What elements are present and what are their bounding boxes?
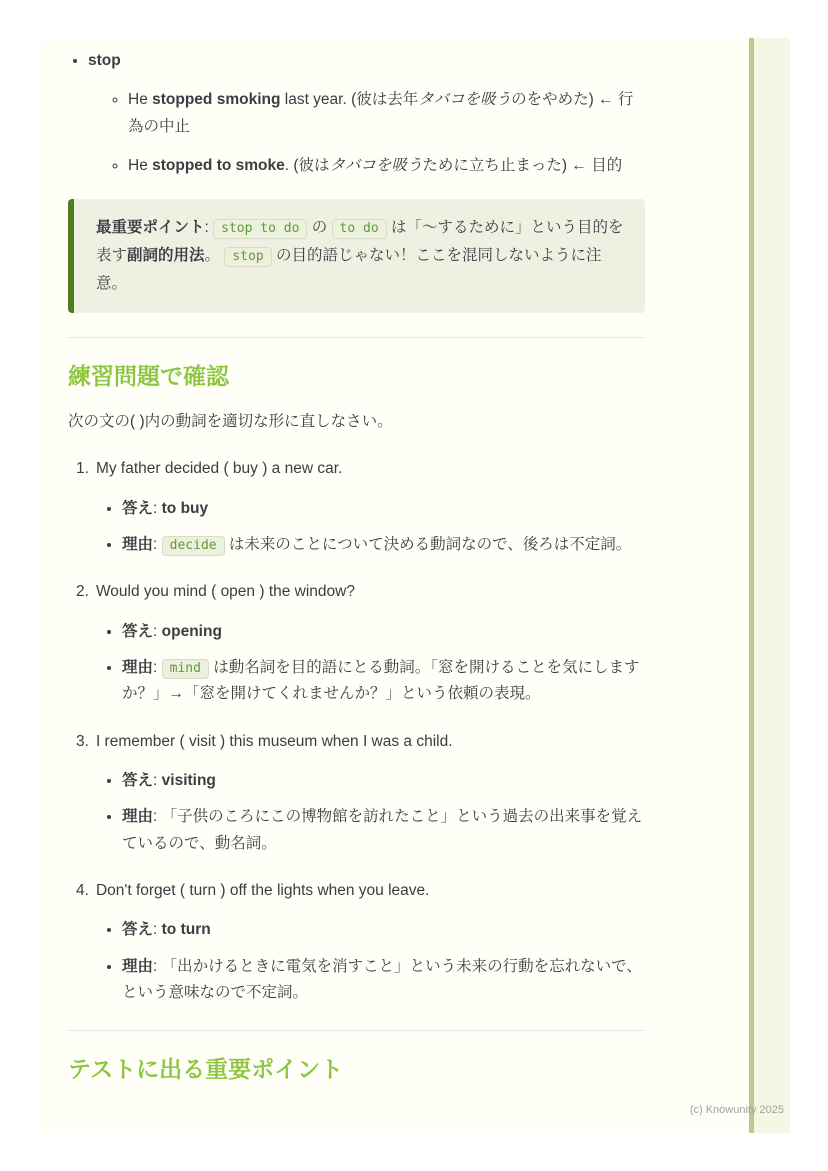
example-item-2 <box>128 153 645 179</box>
question-sentence: Would you mind ( open ) the window? <box>95 583 355 601</box>
question-number: 1. <box>76 460 89 478</box>
question-sentence: My father decided ( buy ) a new car. <box>95 460 343 478</box>
example-jp: (彼は去年 <box>351 91 419 109</box>
callout-label: 最重要ポイント <box>96 219 205 237</box>
reason-label: 理由 <box>122 659 154 676</box>
label-colon: : <box>153 499 162 517</box>
example-text: He <box>128 91 153 109</box>
example-text: last year. <box>280 91 352 109</box>
answer-line <box>122 768 645 794</box>
practice-intro: 次の文の( )内の動詞を適切な形に直しなさい。 <box>68 412 393 430</box>
code-chip-mind: mind <box>162 659 209 679</box>
example-jp-italic: タバコを吸う <box>418 91 512 109</box>
callout-bold: 副詞的用法 <box>127 247 205 265</box>
code-chip-stop: stop <box>224 247 271 267</box>
callout-segment: は「〜するために」という目的を表す <box>96 219 624 265</box>
example-bold: stopped smoking <box>152 91 281 109</box>
label-colon: : <box>153 957 162 975</box>
question-item-1 <box>76 456 645 558</box>
question-number: 4. <box>76 882 89 900</box>
question-item-2 <box>76 579 645 707</box>
document-content <box>40 38 790 1085</box>
answer-line <box>122 496 645 522</box>
term-stop: stop <box>88 52 121 69</box>
answer-label: 答え <box>122 622 154 640</box>
answer-list <box>76 917 645 1006</box>
label-colon: : <box>153 772 162 790</box>
example-jp-italic: タバコを吸う <box>329 157 423 175</box>
label-colon: : <box>153 659 162 676</box>
reason-text: は未来のことについて決める動詞なので、後ろは不定詞。 <box>224 535 632 553</box>
document-page <box>40 38 790 1133</box>
reason-text: は動名詞を目的語にとる動詞。「窓を開けることを気にしますか？」→「窓を開けてくれませんか？」という依頼の表現。 <box>122 659 640 703</box>
answer-list <box>76 619 645 708</box>
question-sentence: I remember ( visit ) this museum when I was a child. <box>95 732 453 750</box>
reason-label: 理由 <box>122 535 154 553</box>
reason-text: 「出かけるときに電気を消すこと」という未来の行動を忘れないで、という意味なので不定詞。 <box>122 957 642 1002</box>
answer-line <box>122 917 645 943</box>
question-item-3 <box>76 729 645 857</box>
answer-label: 答え <box>122 772 154 790</box>
question-item-4 <box>76 878 645 1006</box>
example-item-1 <box>128 87 645 140</box>
label-colon: : <box>153 622 162 640</box>
answer-value: visiting <box>161 772 216 790</box>
question-text <box>76 579 645 605</box>
answer-value: opening <box>161 622 222 640</box>
label-colon: : <box>153 921 162 939</box>
section-divider <box>68 1030 645 1031</box>
question-text <box>76 878 645 904</box>
code-chip-stop-to-do: stop to do <box>213 219 307 239</box>
question-sentence: Don't forget ( turn ) off the lights when you leave. <box>95 882 430 900</box>
verb-list <box>68 48 645 179</box>
example-bold: stopped to smoke <box>152 157 285 175</box>
key-point-callout <box>68 199 645 313</box>
callout-sep: : <box>204 219 214 237</box>
code-chip-to-do: to do <box>332 219 387 239</box>
example-jp: のをやめた) ← 行為の中止 <box>128 91 634 135</box>
reason-line <box>122 804 645 857</box>
code-chip-decide: decide <box>162 536 225 556</box>
answer-label: 答え <box>122 921 154 939</box>
question-number: 2. <box>76 583 89 601</box>
copyright-watermark: (c) Knowunity 2025 <box>689 1104 784 1116</box>
section-divider <box>68 337 645 338</box>
reason-label: 理由 <box>122 957 154 975</box>
question-list <box>68 456 645 1006</box>
reason-label: 理由 <box>122 808 154 826</box>
callout-segment: 。 <box>204 247 225 265</box>
example-text: . <box>284 157 294 175</box>
label-colon: : <box>153 808 162 826</box>
question-text <box>76 456 645 482</box>
question-text <box>76 729 645 755</box>
example-sublist <box>88 87 645 179</box>
list-item-stop <box>88 48 645 179</box>
callout-segment: の <box>307 219 332 237</box>
callout-text <box>96 214 625 298</box>
example-text: He <box>128 157 153 175</box>
reason-line <box>122 954 645 1007</box>
reason-text: 「子供のころにこの博物館を訪れたこと」という過去の出来事を覚えているので、動名詞。 <box>122 808 643 852</box>
question-number: 3. <box>76 732 89 750</box>
answer-value: to turn <box>161 921 211 939</box>
test-points-heading: テストに出る重要ポイント <box>68 1056 344 1083</box>
example-jp: ために立ち止まった) ← 目的 <box>422 157 623 175</box>
label-colon: : <box>153 535 162 553</box>
answer-list <box>76 768 645 857</box>
answer-value: to buy <box>161 499 209 517</box>
answer-line <box>122 619 645 645</box>
answer-label: 答え <box>122 499 154 517</box>
reason-line <box>122 532 645 558</box>
practice-heading: 練習問題で確認 <box>68 363 229 390</box>
example-jp: (彼は <box>293 157 330 175</box>
callout-segment: の目的語じゃない！ここを混同しないように注意。 <box>96 247 602 293</box>
answer-list <box>76 496 645 559</box>
reason-line <box>122 655 645 708</box>
